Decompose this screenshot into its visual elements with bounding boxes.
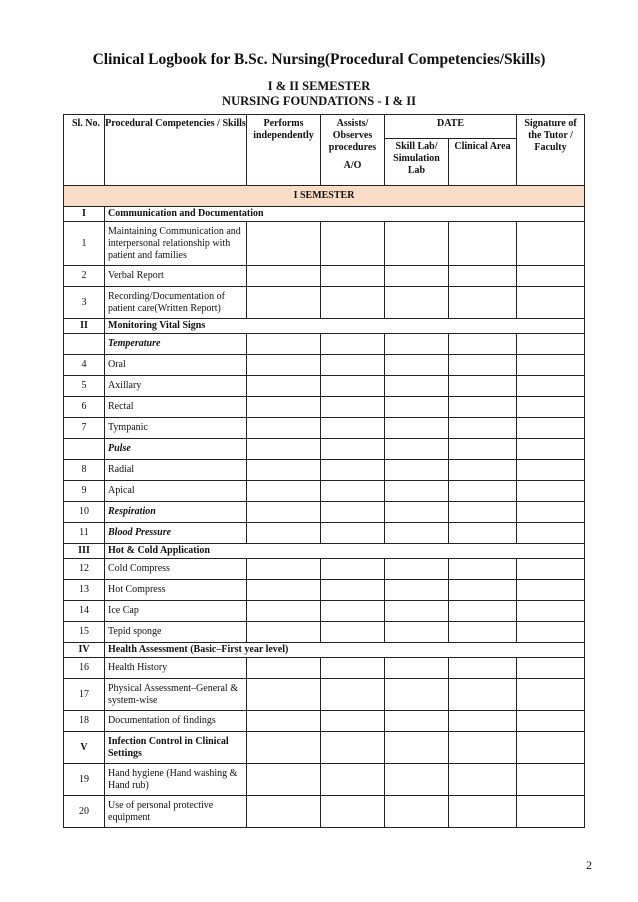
row-number: 7 <box>64 418 105 439</box>
assists-cell[interactable] <box>321 502 385 523</box>
row-number: 15 <box>64 622 105 643</box>
page-title: Clinical Logbook for B.Sc. Nursing(Procedural Competencies/Skills) <box>92 51 546 68</box>
assists-cell[interactable] <box>321 439 385 460</box>
performs-cell[interactable] <box>247 502 321 523</box>
skill-lab-date-cell[interactable] <box>385 334 449 355</box>
performs-cell[interactable] <box>247 580 321 601</box>
page-number: 2 <box>586 858 592 872</box>
performs-cell[interactable] <box>247 732 321 764</box>
row-number: 5 <box>64 376 105 397</box>
skill-name: Temperature <box>105 334 247 355</box>
skill-lab-date-cell[interactable] <box>385 559 449 580</box>
performs-cell[interactable] <box>247 287 321 319</box>
row-number: 3 <box>64 287 105 319</box>
row-number: V <box>64 732 105 764</box>
skill-name: Cold Compress <box>105 559 247 580</box>
assists-cell[interactable] <box>321 580 385 601</box>
skill-row <box>64 601 585 622</box>
section-number: I <box>64 207 105 222</box>
signature-cell[interactable] <box>517 287 585 319</box>
assists-cell[interactable] <box>321 658 385 679</box>
row-number: 14 <box>64 601 105 622</box>
skill-name: Infection Control in Clinical Settings <box>105 732 247 764</box>
skill-name: Axillary <box>105 376 247 397</box>
section-row <box>64 544 585 559</box>
section-number: II <box>64 319 105 334</box>
skill-row <box>64 460 585 481</box>
row-number: 6 <box>64 397 105 418</box>
skill-row <box>64 796 585 828</box>
skill-name: Verbal Report <box>105 266 247 287</box>
course-heading: NURSING FOUNDATIONS - I & II <box>222 94 416 108</box>
signature-cell[interactable] <box>517 334 585 355</box>
col-signature: Signature of the Tutor / Faculty <box>517 115 585 186</box>
assists-cell[interactable] <box>321 559 385 580</box>
skill-name: Use of personal protective equipment <box>105 796 247 828</box>
performs-cell[interactable] <box>247 559 321 580</box>
assists-cell[interactable] <box>321 334 385 355</box>
signature-cell[interactable] <box>517 601 585 622</box>
subheading-row <box>64 439 585 460</box>
performs-cell[interactable] <box>247 376 321 397</box>
col-assists <box>321 115 385 186</box>
skill-row <box>64 711 585 732</box>
skill-name: Physical Assessment–General & system-wise <box>105 679 247 711</box>
skill-lab-date-cell[interactable] <box>385 355 449 376</box>
skill-name: Tympanic <box>105 418 247 439</box>
subheading-row <box>64 334 585 355</box>
clinical-area-date-cell[interactable] <box>449 397 517 418</box>
performs-cell[interactable] <box>247 418 321 439</box>
skill-lab-date-cell[interactable] <box>385 523 449 544</box>
row-number: 17 <box>64 679 105 711</box>
row-number: 8 <box>64 460 105 481</box>
skill-lab-date-cell[interactable] <box>385 376 449 397</box>
row-number: 13 <box>64 580 105 601</box>
assists-cell[interactable] <box>321 287 385 319</box>
skill-lab-date-cell[interactable] <box>385 460 449 481</box>
skill-lab-date-cell[interactable] <box>385 222 449 266</box>
performs-cell[interactable] <box>247 622 321 643</box>
row-number: 16 <box>64 658 105 679</box>
row-number: 18 <box>64 711 105 732</box>
col-assists-label: Assists/ Observes procedures <box>328 118 377 153</box>
signature-cell[interactable] <box>517 460 585 481</box>
signature-cell[interactable] <box>517 355 585 376</box>
assists-cell[interactable] <box>321 266 385 287</box>
skill-lab-date-cell[interactable] <box>385 580 449 601</box>
skill-lab-date-cell[interactable] <box>385 502 449 523</box>
col-sl-no: Sl. No. <box>64 115 105 186</box>
clinical-area-date-cell[interactable] <box>449 266 517 287</box>
col-performs: Performs independently <box>247 115 321 186</box>
signature-cell[interactable] <box>517 502 585 523</box>
section-title: Hot & Cold Application <box>105 544 585 559</box>
section-row <box>64 643 585 658</box>
clinical-area-date-cell[interactable] <box>449 334 517 355</box>
skill-row <box>64 222 585 266</box>
col-date: DATE <box>385 115 517 139</box>
row-number: 20 <box>64 796 105 828</box>
skill-row <box>64 658 585 679</box>
assists-cell[interactable] <box>321 355 385 376</box>
performs-cell[interactable] <box>247 460 321 481</box>
assists-cell[interactable] <box>321 523 385 544</box>
clinical-area-date-cell[interactable] <box>449 502 517 523</box>
assists-cell[interactable] <box>321 796 385 828</box>
performs-cell[interactable] <box>247 601 321 622</box>
row-number: 10 <box>64 502 105 523</box>
clinical-area-date-cell[interactable] <box>449 418 517 439</box>
skill-name: Pulse <box>105 439 247 460</box>
skill-row <box>64 266 585 287</box>
performs-cell[interactable] <box>247 796 321 828</box>
signature-cell[interactable] <box>517 397 585 418</box>
signature-cell[interactable] <box>517 266 585 287</box>
skill-row <box>64 764 585 796</box>
clinical-area-date-cell[interactable] <box>449 580 517 601</box>
skill-name: Maintaining Communication and interpersonal relationship with patient and families <box>105 222 247 266</box>
row-number: 1 <box>64 222 105 266</box>
skill-row <box>64 355 585 376</box>
skill-name: Respiration <box>105 502 247 523</box>
section-title: Communication and Documentation <box>105 207 585 222</box>
row-number: 11 <box>64 523 105 544</box>
skill-name: Tepid sponge <box>105 622 247 643</box>
signature-cell[interactable] <box>517 732 585 764</box>
skill-lab-date-cell[interactable] <box>385 287 449 319</box>
assists-cell[interactable] <box>321 732 385 764</box>
skill-row <box>64 287 585 319</box>
row-number: 9 <box>64 481 105 502</box>
signature-cell[interactable] <box>517 679 585 711</box>
performs-cell[interactable] <box>247 439 321 460</box>
skill-lab-date-cell[interactable] <box>385 711 449 732</box>
skill-row <box>64 376 585 397</box>
clinical-area-date-cell[interactable] <box>449 711 517 732</box>
performs-cell[interactable] <box>247 334 321 355</box>
skill-lab-date-cell[interactable] <box>385 764 449 796</box>
performs-cell[interactable] <box>247 658 321 679</box>
clinical-area-date-cell[interactable] <box>449 439 517 460</box>
semester-band-row <box>64 186 585 207</box>
skill-lab-date-cell[interactable] <box>385 622 449 643</box>
signature-cell[interactable] <box>517 523 585 544</box>
assists-cell[interactable] <box>321 222 385 266</box>
signature-cell[interactable] <box>517 418 585 439</box>
row-number <box>64 334 105 355</box>
assists-cell[interactable] <box>321 622 385 643</box>
skill-lab-date-cell[interactable] <box>385 601 449 622</box>
signature-cell[interactable] <box>517 622 585 643</box>
assists-cell[interactable] <box>321 601 385 622</box>
performs-cell[interactable] <box>247 679 321 711</box>
col-clinical-area: Clinical Area <box>449 139 517 186</box>
row-number: 2 <box>64 266 105 287</box>
skill-name: Documentation of findings <box>105 711 247 732</box>
skill-row <box>64 481 585 502</box>
performs-cell[interactable] <box>247 711 321 732</box>
assists-cell[interactable] <box>321 764 385 796</box>
clinical-area-date-cell[interactable] <box>449 481 517 502</box>
skill-lab-date-cell[interactable] <box>385 439 449 460</box>
performs-cell[interactable] <box>247 397 321 418</box>
skill-name: Rectal <box>105 397 247 418</box>
signature-cell[interactable] <box>517 711 585 732</box>
skill-name: Radial <box>105 460 247 481</box>
clinical-area-date-cell[interactable] <box>449 460 517 481</box>
signature-cell[interactable] <box>517 658 585 679</box>
skill-name: Ice Cap <box>105 601 247 622</box>
subheading-row <box>64 502 585 523</box>
clinical-area-date-cell[interactable] <box>449 559 517 580</box>
signature-cell[interactable] <box>517 559 585 580</box>
clinical-area-date-cell[interactable] <box>449 622 517 643</box>
skill-row <box>64 418 585 439</box>
clinical-area-date-cell[interactable] <box>449 764 517 796</box>
performs-cell[interactable] <box>247 355 321 376</box>
skill-lab-date-cell[interactable] <box>385 418 449 439</box>
assists-cell[interactable] <box>321 418 385 439</box>
signature-cell[interactable] <box>517 439 585 460</box>
skill-lab-date-cell[interactable] <box>385 732 449 764</box>
assists-cell[interactable] <box>321 711 385 732</box>
skill-lab-date-cell[interactable] <box>385 481 449 502</box>
performs-cell[interactable] <box>247 222 321 266</box>
section-number: III <box>64 544 105 559</box>
row-number: 19 <box>64 764 105 796</box>
signature-cell[interactable] <box>517 580 585 601</box>
semester-heading: I & II SEMESTER <box>267 79 371 93</box>
col-assists-code: A/O <box>343 160 362 171</box>
performs-cell[interactable] <box>247 266 321 287</box>
clinical-area-date-cell[interactable] <box>449 658 517 679</box>
skill-row <box>64 397 585 418</box>
clinical-area-date-cell[interactable] <box>449 523 517 544</box>
clinical-area-date-cell[interactable] <box>449 287 517 319</box>
assists-cell[interactable] <box>321 679 385 711</box>
clinical-area-date-cell[interactable] <box>449 679 517 711</box>
signature-cell[interactable] <box>517 222 585 266</box>
row-number <box>64 439 105 460</box>
performs-cell[interactable] <box>247 764 321 796</box>
skill-lab-date-cell[interactable] <box>385 266 449 287</box>
skill-lab-date-cell[interactable] <box>385 397 449 418</box>
assists-cell[interactable] <box>321 460 385 481</box>
clinical-area-date-cell[interactable] <box>449 601 517 622</box>
signature-cell[interactable] <box>517 481 585 502</box>
skill-row <box>64 622 585 643</box>
assists-cell[interactable] <box>321 376 385 397</box>
semester-band: I SEMESTER <box>64 186 585 207</box>
signature-cell[interactable] <box>517 376 585 397</box>
skill-name: Hot Compress <box>105 580 247 601</box>
col-procedural: Procedural Competencies / Skills <box>105 115 247 186</box>
section-row <box>64 319 585 334</box>
skill-row <box>64 559 585 580</box>
subheading-row <box>64 732 585 764</box>
skill-lab-date-cell[interactable] <box>385 796 449 828</box>
assists-cell[interactable] <box>321 481 385 502</box>
section-title: Monitoring Vital Signs <box>105 319 585 334</box>
performs-cell[interactable] <box>247 481 321 502</box>
row-number: 4 <box>64 355 105 376</box>
clinical-area-date-cell[interactable] <box>449 376 517 397</box>
skill-name: Apical <box>105 481 247 502</box>
section-title: Health Assessment (Basic–First year level) <box>105 643 585 658</box>
skill-name: Recording/Documentation of patient care(Written Report) <box>105 287 247 319</box>
clinical-area-date-cell[interactable] <box>449 222 517 266</box>
skill-name: Oral <box>105 355 247 376</box>
signature-cell[interactable] <box>517 796 585 828</box>
subheading-row <box>64 523 585 544</box>
skill-name: Hand hygiene (Hand washing & Hand rub) <box>105 764 247 796</box>
assists-cell[interactable] <box>321 397 385 418</box>
skill-name: Health History <box>105 658 247 679</box>
skill-name: Blood Pressure <box>105 523 247 544</box>
section-row <box>64 207 585 222</box>
clinical-area-date-cell[interactable] <box>449 796 517 828</box>
col-skill-lab: Skill Lab/ Simulation Lab <box>385 139 449 186</box>
row-number: 12 <box>64 559 105 580</box>
signature-cell[interactable] <box>517 764 585 796</box>
section-number: IV <box>64 643 105 658</box>
clinical-area-date-cell[interactable] <box>449 732 517 764</box>
logbook-table <box>63 114 585 828</box>
skill-row <box>64 679 585 711</box>
skill-row <box>64 580 585 601</box>
performs-cell[interactable] <box>247 523 321 544</box>
skill-lab-date-cell[interactable] <box>385 658 449 679</box>
skill-lab-date-cell[interactable] <box>385 679 449 711</box>
clinical-area-date-cell[interactable] <box>449 355 517 376</box>
